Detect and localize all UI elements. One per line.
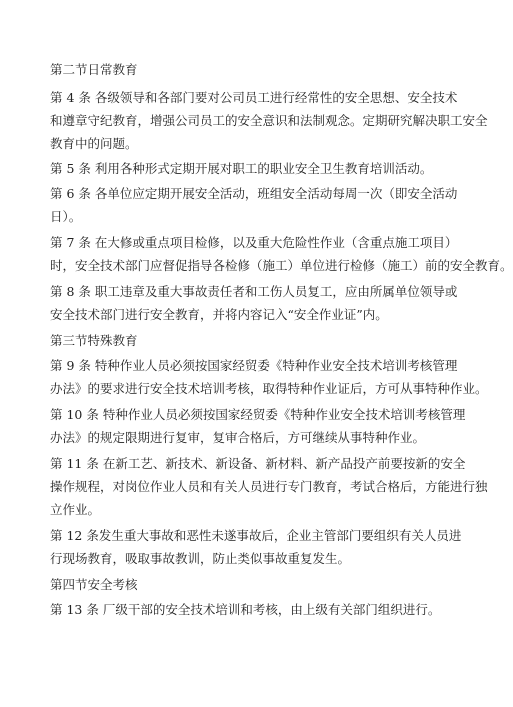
article-10-line-2: 办法》的规定限期进行复审，复审合格后，方可继续从事特种作业。 [50, 430, 426, 445]
article-12-line-1: 第 12 条发生重大事故和恶性未遂事故后，企业主管部门要组织有关人员进 [50, 528, 462, 543]
article-5-line-1: 第 5 条 利用各种形式定期开展对职工的职业安全卫生教育培训活动。 [50, 161, 433, 176]
article-12-line-2: 行现场教育，吸取事故教训，防止类似事故重复发生。 [50, 551, 351, 566]
article-10-line-1: 第 10 条 特种作业人员必须按国家经贸委《特种作业安全技术培训考核管理 [50, 407, 466, 422]
article-7-line-2: 时，安全技术部门应督促指导各检修（施工）单位进行检修（施工）前的安全教育。 [50, 258, 513, 273]
section-heading-special-education: 第三节特殊教育 [50, 333, 138, 348]
article-8-line-2: 安全技术部门进行安全教育，并将内容记入“安全作业证”内。 [50, 307, 388, 322]
article-11-line-1: 第 11 条 在新工艺、新技术、新设备、新材料、新产品投产前要按新的安全 [50, 456, 466, 471]
article-13-line-1: 第 13 条 厂级干部的安全技术培训和考核，由上级有关部门组织进行。 [50, 602, 441, 617]
article-9-line-1: 第 9 条 特种作业人员必须按国家经贸委《特种作业安全技术培训考核管理 [50, 358, 458, 373]
article-4-line-1: 第 4 条 各级领导和各部门要对公司员工进行经常性的安全思想、安全技术 [50, 90, 458, 105]
article-7-line-1: 第 7 条 在大修或重点项目检修，以及重大危险性作业（含重点施工项目） [50, 235, 458, 250]
article-11-line-3: 立作业。 [50, 502, 101, 517]
article-6-line-1: 第 6 条 各单位应定期开展安全活动，班组安全活动每周一次（即安全活动 [50, 186, 458, 201]
article-9-line-2: 办法》的要求进行安全技术培训考核，取得特种作业证后，方可从事特种作业。 [50, 381, 488, 396]
section-heading-daily-education: 第二节日常教育 [50, 62, 138, 77]
article-8-line-1: 第 8 条 职工违章及重大事故责任者和工伤人员复工，应由所属单位领导或 [50, 284, 458, 299]
article-11-line-2: 操作规程，对岗位作业人员和有关人员进行专门教育，考试合格后，方能进行独 [50, 479, 488, 494]
article-4-line-2: 和遵章守纪教育，增强公司员工的安全意识和法制观念。定期研究解决职工安全 [50, 113, 488, 128]
section-heading-safety-assessment: 第四节安全考核 [50, 577, 138, 592]
article-6-line-2: 日）。 [50, 209, 82, 224]
article-4-line-3: 教育中的问题。 [50, 136, 138, 151]
